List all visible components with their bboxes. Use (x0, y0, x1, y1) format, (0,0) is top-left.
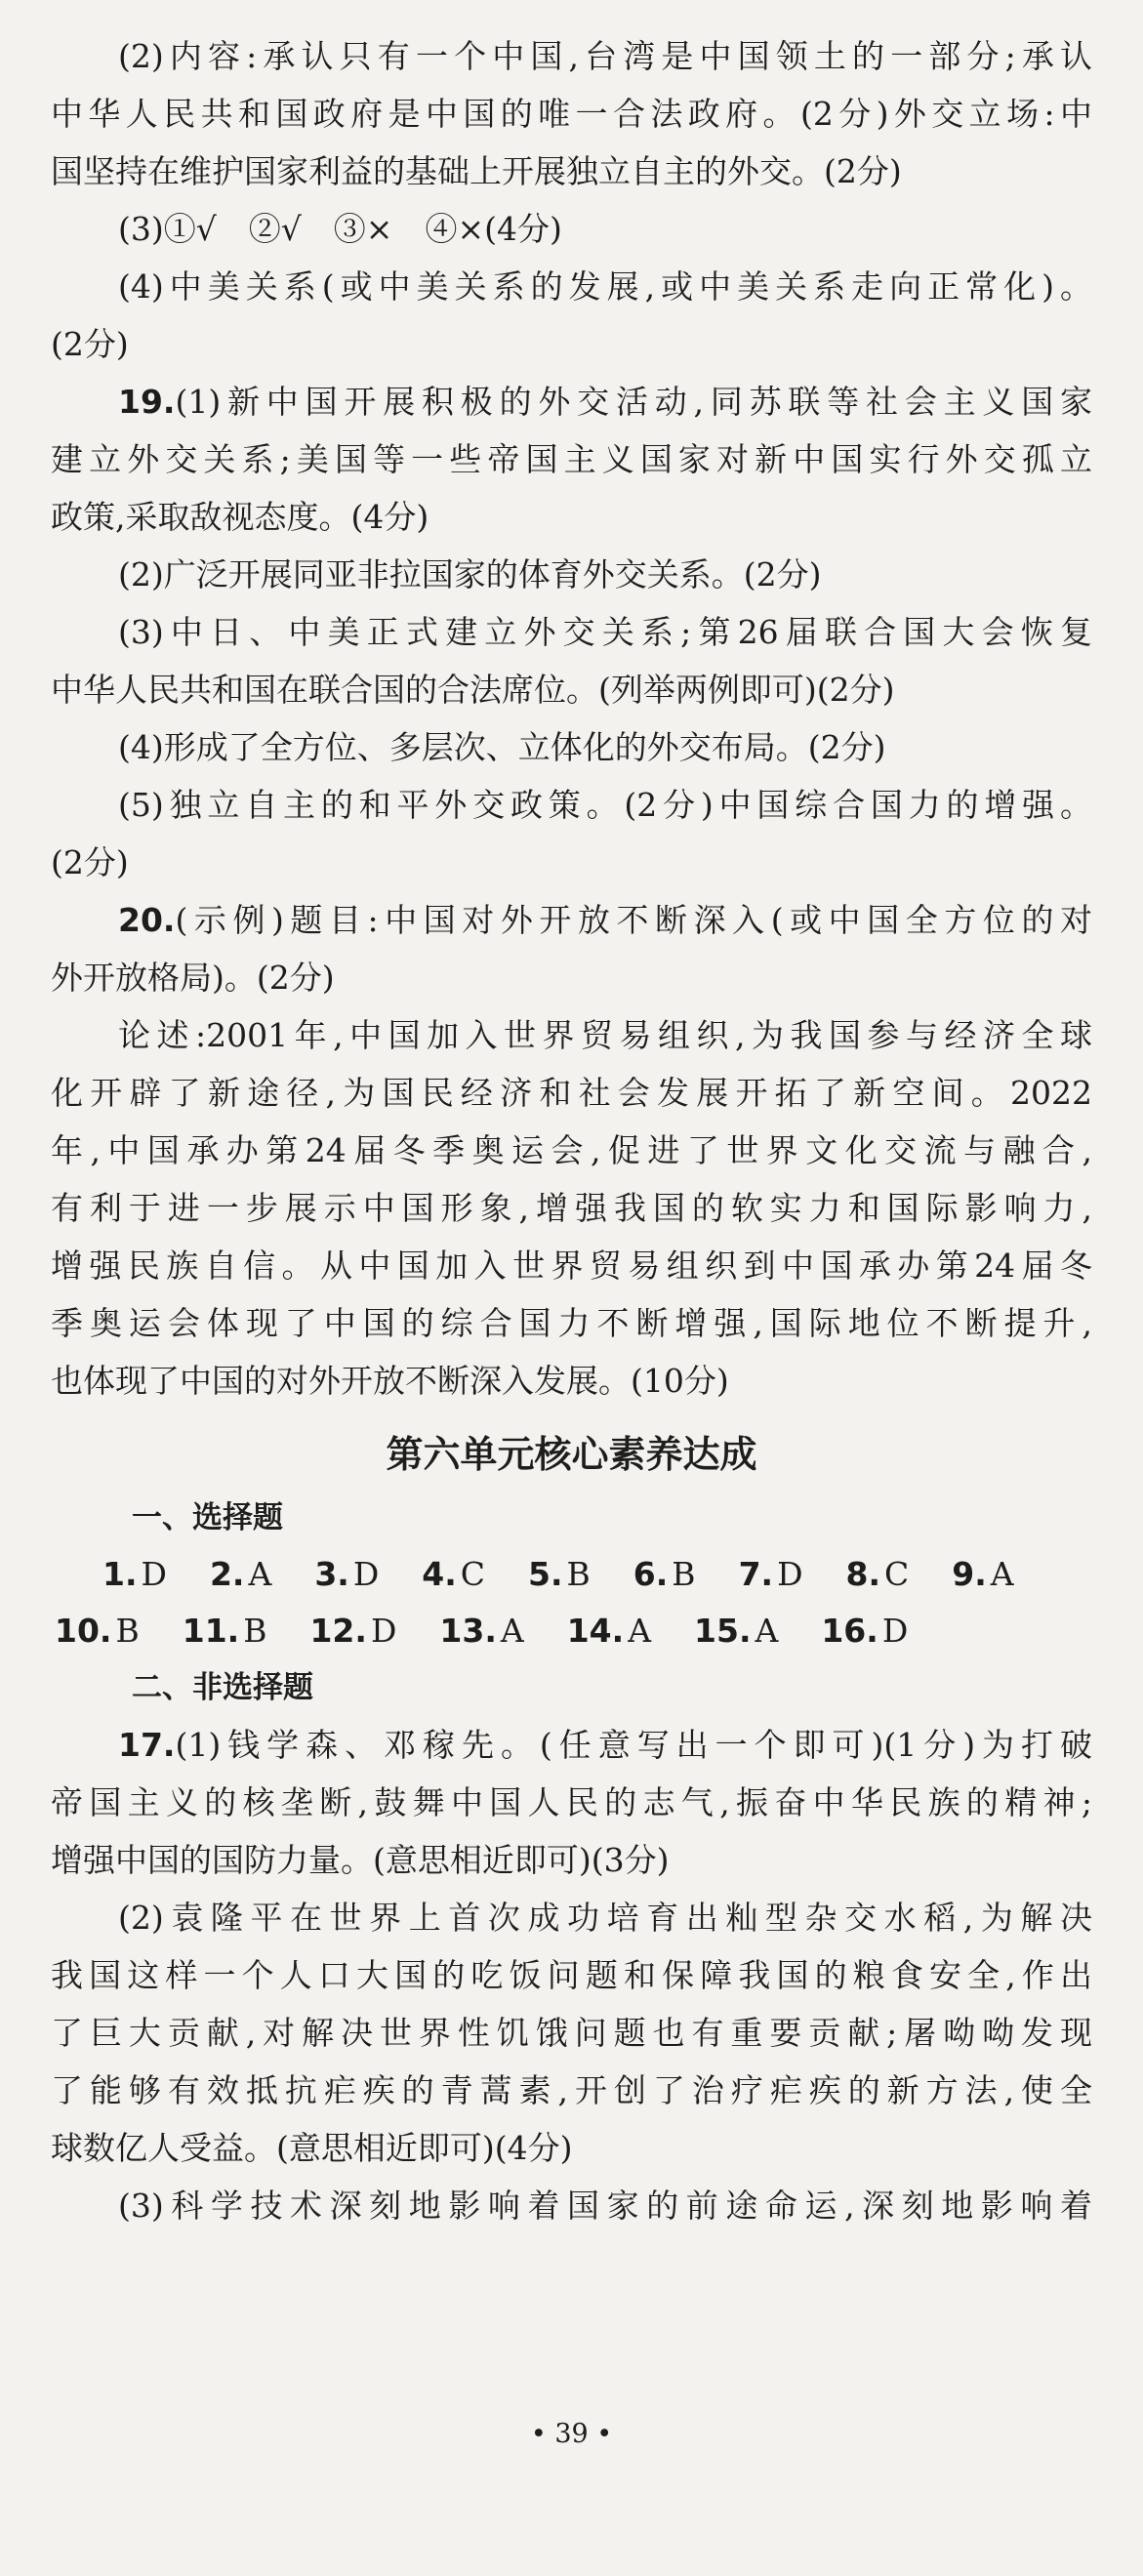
text-line: 增强中国的国防力量。(意思相近即可)(3分) (51, 1841, 670, 1879)
choice-answer: 1. D (102, 1555, 167, 1593)
text-line (51, 891, 1092, 949)
choice-answer: 4. C (422, 1555, 486, 1593)
text-line: (3)中日、中美正式建立外交关系;第26届联合国大会恢复 (118, 613, 1092, 651)
text-line: (5)独立自主的和平外交政策。(2分)中国综合国力的增强。 (118, 786, 1092, 824)
text-line: (4)中美关系(或中美关系的发展,或中美关系走向正常化)。 (118, 267, 1092, 306)
choice-answer: 11. B (182, 1612, 267, 1650)
choice-answer: 6. B (633, 1555, 696, 1593)
choice-answer: 12. D (309, 1612, 397, 1650)
page-number: • 39 • (530, 2419, 613, 2449)
text-line: (2分) (51, 325, 129, 363)
answer-row-1 (51, 1546, 1092, 1603)
text-line: (2)广泛开展同亚非拉国家的体育外交关系。(2分) (118, 555, 822, 593)
choice-answer: 15. A (694, 1612, 779, 1650)
text-line: 帝国主义的核垄断,鼓舞中国人民的志气,振奋中华民族的精神; (51, 1783, 1092, 1821)
answer-block-20 (51, 891, 1092, 1410)
unit-title: 第六单元核心素养达成 (386, 1433, 757, 1476)
question-number: 20. (118, 901, 176, 939)
choice-answer: 5. B (528, 1555, 591, 1593)
text-line: 也体现了中国的对外开放不断深入发展。(10分) (51, 1362, 729, 1400)
answer-row-2 (51, 1603, 1092, 1659)
text-line: (2)袁隆平在世界上首次成功培育出籼型杂交水稻,为解决 (118, 1899, 1092, 1937)
text-line: 建立外交关系;美国等一些帝国主义国家对新中国实行外交孤立 (51, 440, 1092, 478)
text-line: (4)形成了全方位、多层次、立体化的外交布局。(2分) (118, 728, 886, 766)
choice-answer: 8. C (845, 1555, 910, 1593)
choice-answer: 16. D (821, 1612, 909, 1650)
choice-answer: 10. B (55, 1612, 140, 1650)
text-segment: (示例)题目:中国对外开放不断深入(或中国全方位的对 (175, 901, 1092, 939)
answer-block-continued (51, 27, 1092, 373)
text-line: 国坚持在维护国家利益的基础上开展独立自主的外交。(2分) (51, 152, 902, 190)
answer-block-17 (51, 1716, 1092, 2234)
text-segment: (1)新中国开展积极的外交活动,同苏联等社会主义国家 (175, 383, 1092, 421)
text-line: 增强民族自信。从中国加入世界贸易组织到中国承办第24届冬 (51, 1247, 1092, 1285)
answer-block-19 (51, 373, 1092, 891)
text-line: 化开辟了新途径,为国民经济和社会发展开拓了新空间。2022 (51, 1074, 1092, 1112)
text-line: 年,中国承办第24届冬季奥运会,促进了世界文化交流与融合, (51, 1131, 1092, 1169)
text-line: (2)内容:承认只有一个中国,台湾是中国领土的一部分;承认 (118, 37, 1092, 75)
choice-answer: 9. A (952, 1555, 1014, 1593)
text-line: 论述:2001年,中国加入世界贸易组织,为我国参与经济全球 (118, 1016, 1092, 1054)
text-line: 外开放格局)。(2分) (51, 959, 335, 997)
choice-answer: 7. D (738, 1555, 803, 1593)
text-line: (3)①√ ②√ ③× ④×(4分) (118, 210, 562, 248)
text-line: 季奥运会体现了中国的综合国力不断增强,国际地位不断提升, (51, 1304, 1092, 1342)
question-number: 17. (118, 1726, 176, 1764)
text-line: 中华人民共和国政府是中国的唯一合法政府。(2分)外交立场:中 (51, 95, 1092, 133)
text-line (51, 1716, 1092, 1774)
text-line: 中华人民共和国在联合国的合法席位。(列举两例即可)(2分) (51, 671, 895, 709)
question-number: 19. (118, 383, 176, 421)
section-heading-choice: 一、选择题 (132, 1500, 283, 1535)
text-line: 了巨大贡献,对解决世界性饥饿问题也有重要贡献;屠呦呦发现 (51, 2014, 1092, 2052)
text-segment: (1)钱学森、邓稼先。(任意写出一个即可)(1分)为打破 (175, 1726, 1092, 1764)
choice-answer: 3. D (314, 1555, 380, 1593)
section-heading-non-choice: 二、非选择题 (132, 1670, 313, 1705)
text-line: (3)科学技术深刻地影响着国家的前途命运,深刻地影响着 (118, 2187, 1092, 2225)
text-line: 球数亿人受益。(意思相近即可)(4分) (51, 2129, 573, 2167)
text-line: 有利于进一步展示中国形象,增强我国的软实力和国际影响力, (51, 1189, 1092, 1227)
text-line: 政策,采取敌视态度。(4分) (51, 498, 429, 536)
text-line: 了能够有效抵抗疟疾的青蒿素,开创了治疗疟疾的新方法,使全 (51, 2071, 1092, 2109)
choice-answer: 14. A (566, 1612, 652, 1650)
text-line: 我国这样一个人口大国的吃饭问题和保障我国的粮食安全,作出 (51, 1956, 1092, 1994)
choice-answer: 13. A (439, 1612, 524, 1650)
text-line (51, 373, 1092, 430)
choice-answer: 2. A (209, 1555, 272, 1593)
text-line: (2分) (51, 843, 129, 881)
